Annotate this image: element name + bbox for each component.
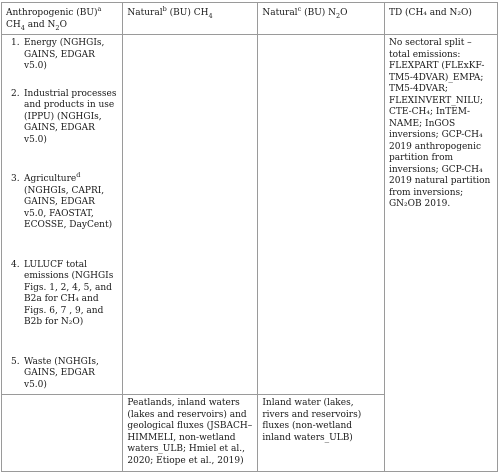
table-row	[2, 35, 498, 395]
header-natural-n2o: Natural$^c$ (BU) $N_2O$	[258, 3, 385, 35]
header-anthropogenic: Anthropogenic (BU)$^a$ $CH_4$ and $N_2O$	[2, 3, 123, 35]
natural-n2o-empty-cell	[258, 35, 385, 395]
list-item: 2. Industrial processes and products in use (IPPU) (NGHGIs, GAINS, EDGAR v5.0)	[11, 88, 117, 145]
natural-ch4-cell: Peatlands, inland waters (lakes and reservoirs) and geological fluxes (JSBACH–HIMMELI, non-wetland waters_ULB; Hmiel et al., 2020; Etiope et al., 2019)	[123, 395, 258, 472]
header-row	[2, 3, 498, 35]
list-item: 4. LULUCF total emissions (NGHGIs Figs. 1, 2, 4, 5, and B2a for CH₄ and Figs. 6, 7 , 9, and B2b for N₂O)	[11, 259, 114, 327]
header-td: TD (CH₄ and N₂O)	[384, 3, 497, 35]
natural-ch4-empty-cell	[123, 35, 258, 395]
td-cell: No sectoral split – total emissions: FLEXPART (FLExKF-TM5-4DVAR)_EMPA; TM5-4DVAR; FLEXINVERT_NILU; CTE-CH₄; InTEM-NAME; InGOS inversions; GCP-CH₄ 2019 anthropogenic partition from inversions; GCP-CH₄ 2019 natural partition from inversions; GN₂OB 2019.	[384, 35, 497, 472]
list-item: 1. Energy (NGHGIs, GAINS, EDGAR v5.0)	[11, 38, 105, 71]
emissions-sources-table	[1, 2, 498, 472]
anthropogenic-sectors-cell	[2, 35, 123, 395]
anthropogenic-empty-cell	[2, 395, 123, 472]
sector-list	[6, 38, 118, 391]
list-item: 3. Agriculture$^d$ (NGHGIs, CAPRI, GAINS, EDGAR v5.0, FAOSTAT, ECOSSE, DayCent)	[11, 171, 113, 230]
header-natural-ch4: Natural$^b$ (BU) $CH_4$	[123, 3, 258, 35]
list-item: 5. Waste (NGHGIs, GAINS, EDGAR v5.0)	[11, 356, 99, 390]
natural-n2o-cell: Inland water (lakes, rivers and reservoirs) fluxes (non-wetland inland waters_ULB)	[258, 395, 385, 472]
